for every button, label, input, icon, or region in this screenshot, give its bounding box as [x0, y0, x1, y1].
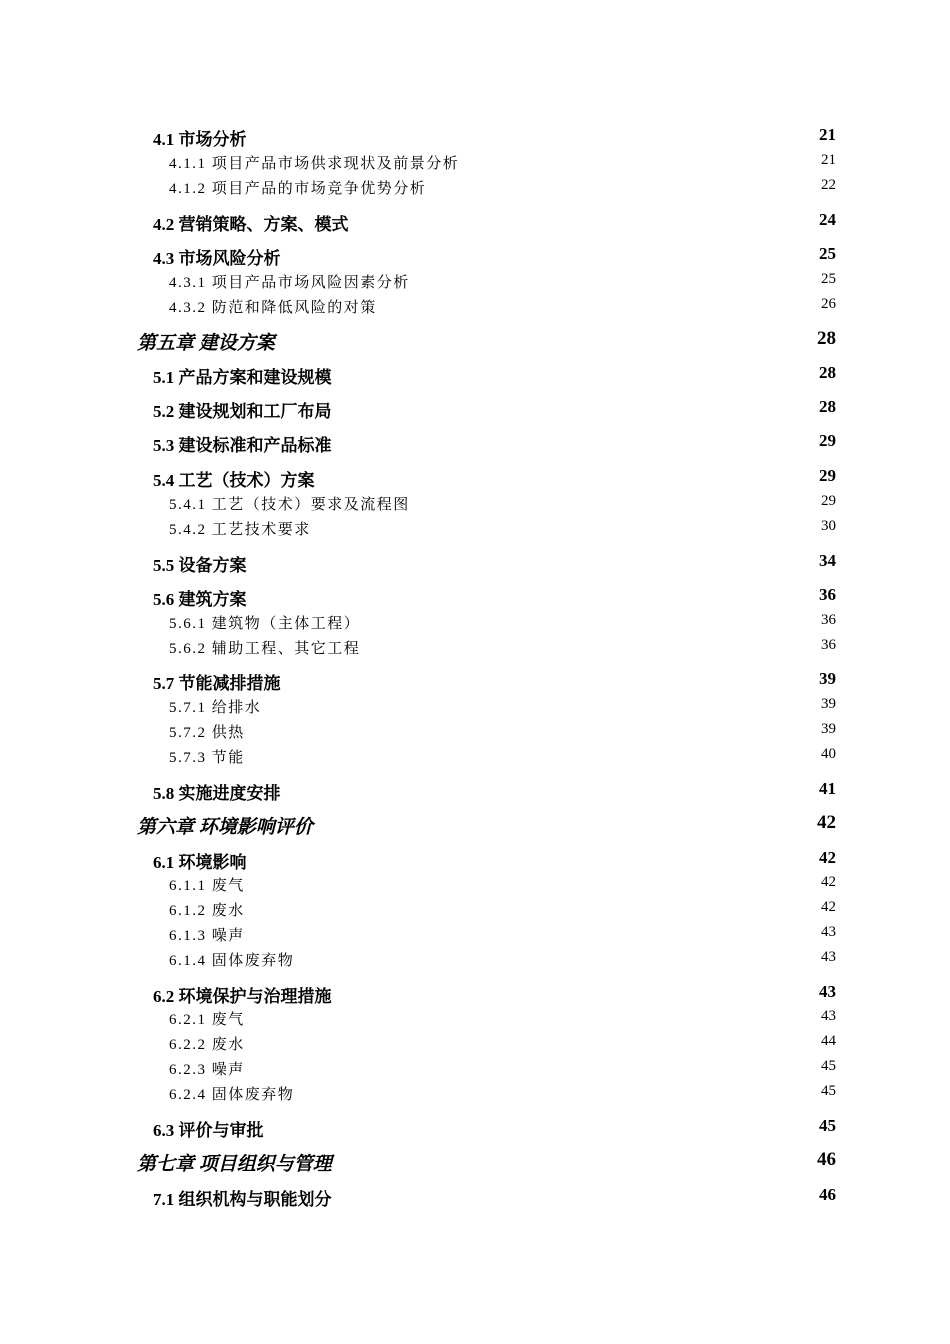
- toc-entry-page: 22: [821, 177, 836, 193]
- toc-entry-page: 29: [819, 431, 836, 450]
- toc-entry-page: 36: [819, 585, 836, 604]
- toc-entry-page: 39: [821, 721, 836, 737]
- toc-entry-page: 36: [821, 612, 836, 628]
- toc-entry-page: 36: [821, 637, 836, 653]
- toc-entry-page: 40: [821, 746, 836, 762]
- toc-entry-title: 4.2 营销策略、方案、模式: [153, 215, 349, 234]
- toc-entry-page: 21: [821, 152, 836, 168]
- toc-entry-title: 5.2 建设规划和工厂布局: [153, 402, 332, 421]
- toc-chapter-title: 第七章 项目组织与管理: [137, 1154, 332, 1175]
- toc-entry-title: 6.1.2 废水: [169, 903, 245, 919]
- toc-entry-title: 5.1 产品方案和建设规模: [153, 368, 332, 387]
- toc-entry-title: 4.3.1 项目产品市场风险因素分析: [169, 275, 410, 291]
- toc-entry-title: 7.1 组织机构与职能划分: [153, 1190, 332, 1209]
- toc-chapter-page: 46: [817, 1149, 836, 1170]
- toc-entry-page: 46: [819, 1185, 836, 1204]
- toc-entry-page: 45: [821, 1058, 836, 1074]
- toc-chapter-page: 28: [817, 328, 836, 349]
- toc-entry-title: 5.7 节能减排措施: [153, 674, 281, 693]
- toc-chapter-page: 42: [817, 812, 836, 833]
- toc-entry-title: 5.6.1 建筑物（主体工程）: [169, 616, 361, 632]
- toc-entry-page: 29: [819, 466, 836, 485]
- toc-entry-title: 5.4.2 工艺技术要求: [169, 522, 311, 538]
- toc-entry-page: 43: [821, 1008, 836, 1024]
- toc-entry-title: 5.6.2 辅助工程、其它工程: [169, 641, 361, 657]
- toc-entry-title: 4.3 市场风险分析: [153, 249, 281, 268]
- toc-entry-page: 29: [821, 493, 836, 509]
- toc-entry-title: 5.4.1 工艺（技术）要求及流程图: [169, 497, 410, 513]
- toc-entry-title: 4.1.1 项目产品市场供求现状及前景分析: [169, 156, 460, 172]
- toc-entry-page: 30: [821, 518, 836, 534]
- toc-entry-title: 6.1.3 噪声: [169, 928, 245, 944]
- toc-entry-page: 45: [819, 1116, 836, 1135]
- toc-entry-title: 5.4 工艺（技术）方案: [153, 471, 315, 490]
- toc-entry-title: 5.7.3 节能: [169, 750, 245, 766]
- toc-entry-title: 4.3.2 防范和降低风险的对策: [169, 300, 377, 316]
- toc-entry-page: 24: [819, 210, 836, 229]
- toc-entry-page: 42: [821, 899, 836, 915]
- toc-entry-page: 42: [819, 848, 836, 867]
- toc-entry-title: 5.5 设备方案: [153, 556, 247, 575]
- toc-entry-page: 21: [819, 125, 836, 144]
- toc-entry-page: 43: [819, 982, 836, 1001]
- toc-entry-page: 41: [819, 779, 836, 798]
- toc-entry-title: 6.3 评价与审批: [153, 1121, 264, 1140]
- toc-entry-title: 5.6 建筑方案: [153, 590, 247, 609]
- toc-entry-title: 6.1.4 固体废弃物: [169, 953, 295, 969]
- toc-entry-page: 28: [819, 397, 836, 416]
- toc-entry-title: 6.2.2 废水: [169, 1037, 245, 1053]
- toc-entry-title: 6.2.1 废气: [169, 1012, 245, 1028]
- toc-entry-page: 28: [819, 363, 836, 382]
- toc-entry-title: 4.1 市场分析: [153, 130, 247, 149]
- toc-entry-title: 4.1.2 项目产品的市场竞争优势分析: [169, 181, 427, 197]
- toc-entry-page: 39: [821, 696, 836, 712]
- toc-entry-page: 44: [821, 1033, 836, 1049]
- toc-chapter-title: 第五章 建设方案: [137, 333, 275, 354]
- toc-entry-page: 25: [819, 244, 836, 263]
- toc-entry-title: 6.2.4 固体废弃物: [169, 1087, 295, 1103]
- toc-entry-page: 34: [819, 551, 836, 570]
- toc-entry-page: 43: [821, 949, 836, 965]
- toc-entry-page: 25: [821, 271, 836, 287]
- toc-entry-title: 5.8 实施进度安排: [153, 784, 281, 803]
- toc-entry-page: 45: [821, 1083, 836, 1099]
- toc-entry-title: 5.3 建设标准和产品标准: [153, 436, 332, 455]
- toc-entry-title: 6.2 环境保护与治理措施: [153, 987, 332, 1006]
- toc-chapter-title: 第六章 环境影响评价: [137, 817, 313, 838]
- toc-entry-title: 6.1.1 废气: [169, 878, 245, 894]
- toc-entry-page: 42: [821, 874, 836, 890]
- toc-entry-title: 5.7.1 给排水: [169, 700, 262, 716]
- toc-entry-title: 6.1 环境影响: [153, 853, 247, 872]
- toc-entry-title: 5.7.2 供热: [169, 725, 245, 741]
- toc-entry-page: 26: [821, 296, 836, 312]
- toc-entry-page: 43: [821, 924, 836, 940]
- toc-entry-title: 6.2.3 噪声: [169, 1062, 245, 1078]
- toc-entry-page: 39: [819, 669, 836, 688]
